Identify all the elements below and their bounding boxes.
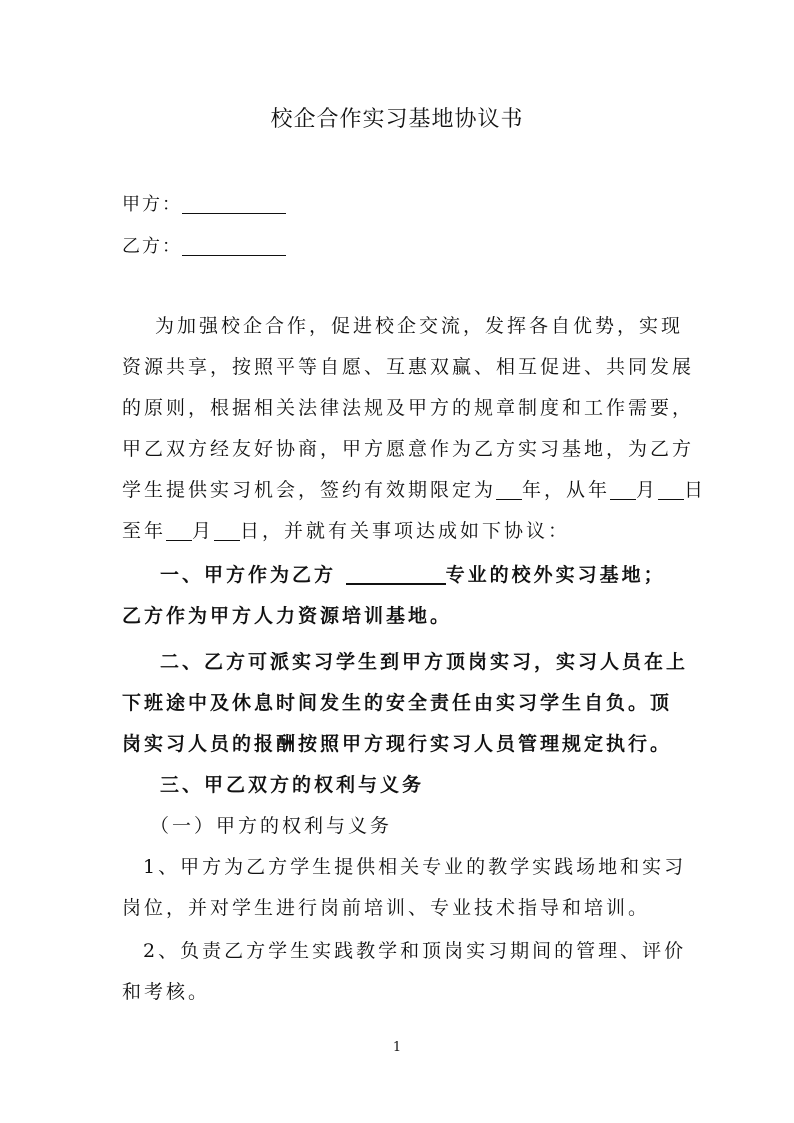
clause-1-line-1 [160, 561, 720, 589]
start-day-blank [658, 479, 684, 500]
page-number: 1 [392, 1040, 402, 1055]
intro-line-5-text-b: 年，从年 [522, 479, 611, 501]
item-1-line-2: 岗位，并对学生进行岗前培训、专业技术指导和培训。 [122, 897, 651, 919]
major-blank [346, 563, 446, 585]
intro-line-5-text-d: 日 [684, 479, 707, 501]
intro-line-6-text-c: 日，并就有关事项达成如下协议： [240, 520, 571, 542]
term-years-blank [496, 479, 522, 500]
party-a-blank [182, 193, 286, 214]
clause-3-heading: 三、甲乙双方的权利与义务 [160, 774, 425, 796]
clause-1-line-2: 乙方作为甲方人力资源培训基地。 [122, 605, 453, 627]
party-b-label: 乙方： [122, 236, 182, 257]
intro-line-5-text-c: 月 [636, 479, 659, 501]
clause-1-text-a: 一、甲方作为乙方 [160, 564, 337, 586]
intro-line-6-text-b: 月 [192, 520, 215, 542]
clause-2-line-2: 下班途中及休息时间发生的安全责任由实习学生自负。顶 [122, 692, 673, 714]
end-month-blank [166, 520, 192, 541]
end-day-blank [214, 520, 240, 541]
item-2-line-2: 和考核。 [122, 981, 211, 1003]
party-b-blank [182, 235, 286, 256]
intro-line-5-text-a: 学生提供实习机会，签约有效期限定为 [122, 479, 497, 501]
document-title: 校企合作实习基地协议书 [270, 107, 524, 132]
start-month-blank [610, 479, 636, 500]
clause-2-line-1: 二、乙方可派实习学生到甲方顶岗实习，实习人员在上 [160, 651, 689, 673]
intro-line-4: 甲乙双方经友好协商，甲方愿意作为乙方实习基地，为乙方 [122, 438, 695, 460]
intro-line-5 [122, 476, 707, 504]
intro-line-1: 为加强校企合作，促进校企交流，发挥各自优势，实现 [155, 315, 684, 337]
party-b-line [122, 232, 286, 258]
party-a-label: 甲方： [122, 194, 182, 215]
item-1-line-1: 1、甲方为乙方学生提供相关专业的教学实践场地和实习 [143, 856, 687, 878]
intro-line-2: 资源共享，按照平等自愿、互惠双赢、相互促进、共同发展 [122, 356, 695, 378]
item-2-line-1: 2、负责乙方学生实践教学和顶岗实习期间的管理、评价 [143, 940, 687, 962]
clause-2-line-3: 岗实习人员的报酬按照甲方现行实习人员管理规定执行。 [122, 733, 673, 755]
clause-3-subheading: （一）甲方的权利与义务 [150, 815, 393, 837]
clause-1-text-b: 专业的校外实习基地； [445, 564, 666, 586]
intro-line-3: 的原则，根据相关法律法规及甲方的规章制度和工作需要， [122, 397, 695, 419]
intro-line-6 [122, 517, 682, 545]
party-a-line [122, 190, 286, 216]
intro-line-6-text-a: 至年 [122, 520, 167, 542]
